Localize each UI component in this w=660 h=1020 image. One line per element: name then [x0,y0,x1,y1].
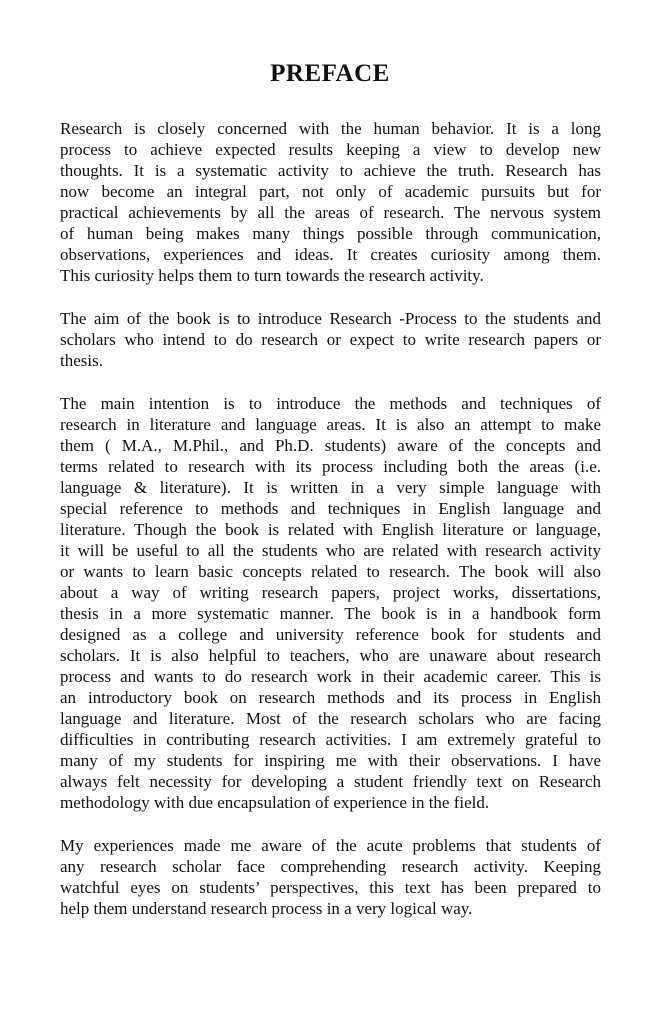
paragraph [60,118,601,286]
text-line: language and literature. Most of the research scholars who are facing [60,709,601,728]
text-line: language & literature). It is written in a very simple language with [60,478,601,497]
paragraph [60,393,601,813]
text-line: an introductory book on research methods and its process in English [60,688,601,707]
text-line: any research scholar face comprehending research activity. Keeping [60,857,601,876]
text-line: Research is closely concerned with the human behavior. It is a long [60,119,601,138]
text-line: The main intention is to introduce the methods and techniques of [60,394,601,413]
text-line: always felt necessity for developing a student friendly text on Research [60,772,601,791]
text-line: designed as a college and university reference book for students and [60,625,601,644]
text-line: watchful eyes on students’ perspectives, this text has been prepared to [60,878,601,897]
text-line: scholars. It is also helpful to teachers, who are unaware about research [60,646,601,665]
paragraph [60,835,601,919]
text-line: thesis. [60,351,103,370]
text-line: difficulties in contributing research activities. I am extremely grateful to [60,730,601,749]
text-line: process and wants to do research work in their academic career. This is [60,667,601,686]
text-line: literature. Though the book is related with English literature or language, [60,520,601,539]
text-line: scholars who intend to do research or expect to write research papers or [60,330,601,349]
text-line: thesis in a more systematic manner. The book is in a handbook form [60,604,601,623]
text-line: special reference to methods and techniques in English language and [60,499,601,518]
preface-body [60,118,601,941]
text-line: or wants to learn basic concepts related to research. The book will also [60,562,601,581]
text-line: about a way of writing research papers, project works, dissertations, [60,583,601,602]
paragraph [60,308,601,371]
text-line: This curiosity helps them to turn towards the research activity. [60,266,484,285]
text-line: methodology with due encapsulation of experience in the field. [60,793,490,812]
text-line: My experiences made me aware of the acute problems that students of [60,836,601,855]
page-title: PREFACE [270,60,390,87]
text-line: now become an integral part, not only of academic pursuits but for [60,182,601,201]
text-line: them ( M.A., M.Phil., and Ph.D. students) aware of the concepts and [60,436,601,455]
text-line: thoughts. It is a systematic activity to achieve the truth. Research has [60,161,601,180]
text-line: practical achievements by all the areas of research. The nervous system [60,203,601,222]
text-line: The aim of the book is to introduce Research -Process to the students and [60,309,601,328]
text-line: observations, experiences and ideas. It creates curiosity among them. [60,245,601,264]
text-line: help them understand research process in a very logical way. [60,899,473,918]
text-line: process to achieve expected results keeping a view to develop new [60,140,601,159]
text-line: terms related to research with its process including both the areas (i.e. [60,457,601,476]
text-line: research in literature and language areas. It is also an attempt to make [60,415,601,434]
text-line: it will be useful to all the students who are related with research activity [60,541,601,560]
text-line: of human being makes many things possible through communication, [60,224,601,243]
text-line: many of my students for inspiring me with their observations. I have [60,751,601,770]
